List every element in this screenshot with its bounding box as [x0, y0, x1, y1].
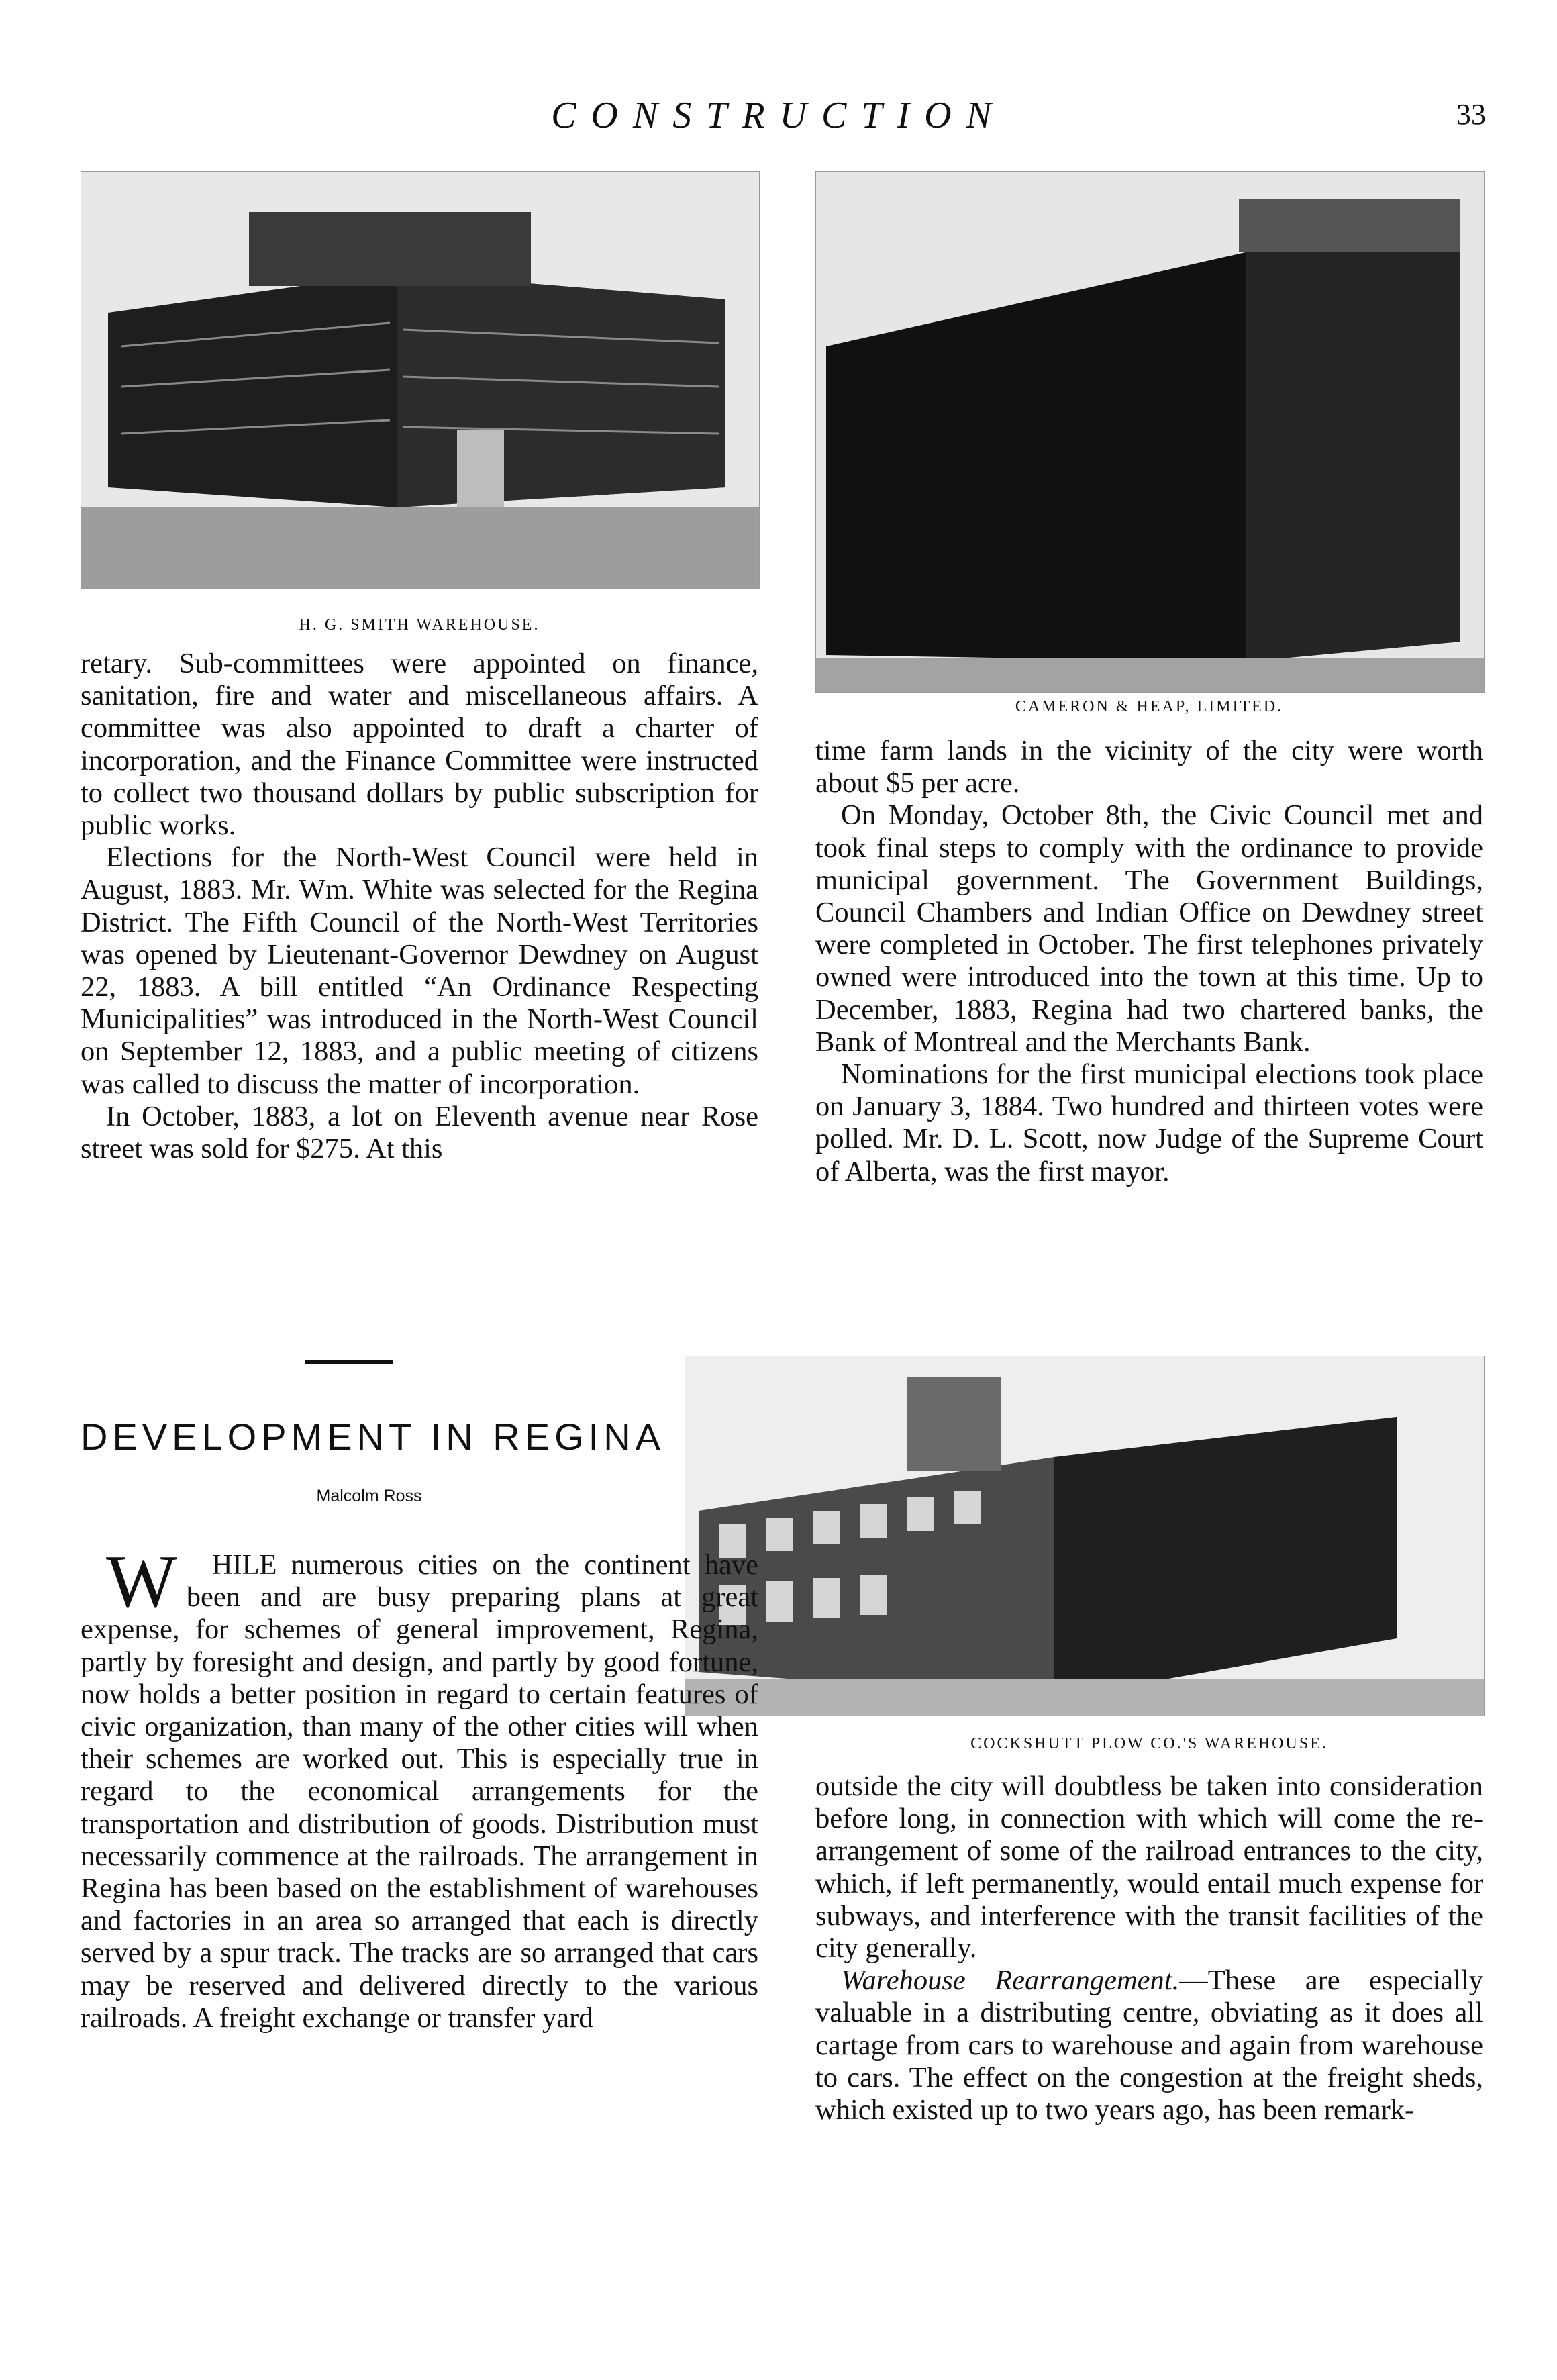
- cameron-heap-photo: [815, 171, 1485, 693]
- right-column: [815, 735, 1483, 1188]
- smith-warehouse-photo: [81, 171, 760, 589]
- article-title: DEVELOPMENT IN REGINA: [81, 1416, 666, 1458]
- right-paragraph-2: On Monday, October 8th, the Civic Council met and took final steps to comply with the ordinance to provide municipal government. The Government Buildings, Council Chambers and Indian Office on Dewdney street were completed in October. The first telephones privately owned were introduced into the town at this time. Up to December, 1883, Regina had two chartered banks, the Bank of Montreal and the Merchants Bank.: [815, 799, 1483, 1058]
- left-paragraph-3: In October, 1883, a lot on Eleventh avenue near Rose street was sold for $275. At this: [81, 1100, 758, 1165]
- right-paragraph-3: Nominations for the first municipal elections took place on January 3, 1884. Two hundred and thirteen votes were polled. Mr. D. L. Scott, now Judge of the Supreme Court of Alberta, was the first mayor.: [815, 1058, 1483, 1187]
- article-left-column: [81, 1540, 758, 2034]
- subhead: Warehouse Rearrangement.: [841, 1965, 1180, 1997]
- subhead-text: —These are especially valuable in a distributing centre, obviating as it does all cartage from cars to warehouse and again from warehouse to cars. The effect on the congestion at the freight sheds, which existed up to two years ago, has been remark-: [815, 1965, 1483, 2126]
- smith-caption: H. G. SMITH WAREHOUSE.: [299, 616, 540, 634]
- drop-cap: W: [106, 1540, 177, 1624]
- left-paragraph-2: Elections for the North-West Council were held in August, 1883. Mr. Wm. White was selected for the Regina District. The Fifth Council of the North-West Territories was opened by Lieutenant-Governor Dewdney on August 22, 1883. A bill entitled “An Ordinance Respecting Municipalities” was introduced in the North-West Council on September 12, 1883, and a public meeting of citizens was called to discuss the matter of incorporation.: [81, 842, 758, 1100]
- article-right-column: [815, 1771, 1483, 2126]
- cameron-caption: CAMERON & HEAP, LIMITED.: [1015, 698, 1284, 715]
- warehouse-paragraph: [815, 1965, 1483, 2126]
- right-paragraph-1: time farm lands in the vicinity of the city were worth about $5 per acre.: [815, 735, 1483, 799]
- article-intro-text: HILE numerous cities on the continent have been and are busy preparing plans at great expense, for schemes of general improvement, Regina, partly by foresight and design, and partly by good fortune, now holds a better position in regard to certain features of civic organization, than many of the other cities will when their schemes are worked out. This is especially true in regard to the economical arrangements for the transportation and distribution of goods. Distribution must necessarily commence at the railroads. The arrangement in Regina has been based on the establishment of warehouses and factories in an area so arranged that each is directly served by a spur track. The tracks are so arranged that cars may be reserved and delivered directly to the various railroads. A freight exchange or transfer yard: [81, 1549, 758, 2034]
- article-byline: Malcolm Ross: [316, 1487, 422, 1505]
- article-intro-paragraph: [81, 1540, 758, 2034]
- left-paragraph-1: retary. Sub-committees were appointed on finance, sanitation, fire and water and miscellaneous affairs. A committee was also appointed to draft a charter of incorporation, and the Finance Committee were instructed to collect two thousand dollars by public subscription for public works.: [81, 648, 758, 842]
- article-continuation: outside the city will doubtless be taken into consideration before long, in connection with which will come the re-arrangement of some of the railroad entrances to the city, which, if left permanently, would entail much expense for subways, and interference with the transit facilities of the city generally.: [815, 1771, 1483, 1965]
- cockshutt-warehouse-photo: [685, 1356, 1485, 1716]
- journal-title: CONSTRUCTION: [551, 95, 1006, 136]
- cockshutt-caption: COCKSHUTT PLOW CO.'S WAREHOUSE.: [970, 1735, 1328, 1752]
- section-divider: [305, 1360, 393, 1364]
- left-column: [81, 648, 758, 1165]
- page-number: 33: [1456, 98, 1486, 131]
